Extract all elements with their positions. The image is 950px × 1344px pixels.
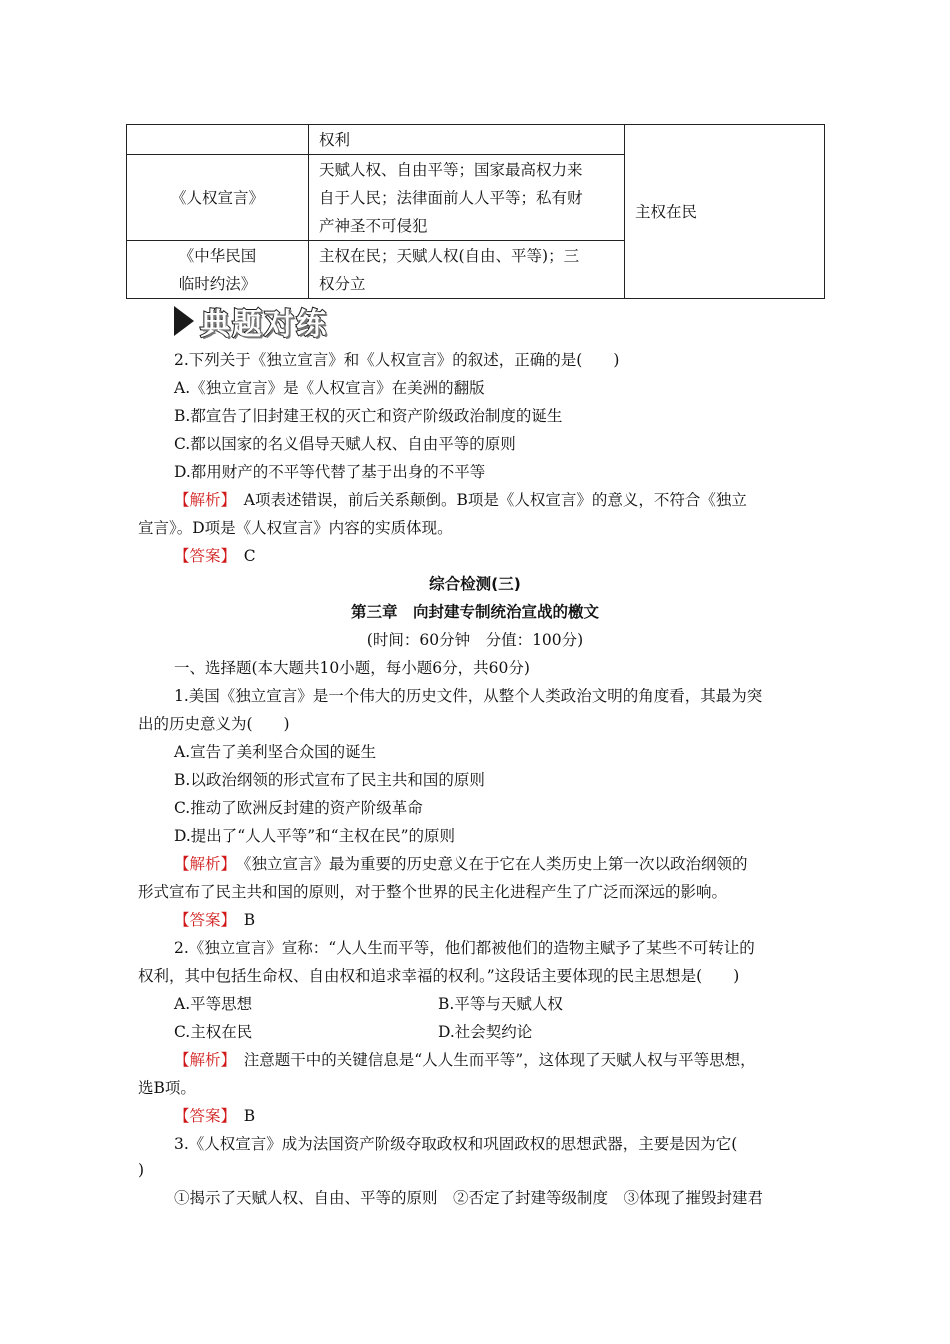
answer-line [174,906,255,934]
declaration-table [126,124,825,299]
analysis-text: 《独立宣言》最为重要的历史意义在于它在人类历史上第一次以政治纲领的 [228,855,748,873]
analysis-tag: 【解析】 [174,1051,229,1069]
answer-tag: 【答案】 [174,911,229,929]
option-c: C.推动了欧洲反封建的资产阶级革命 [174,799,423,817]
question-text: 1.美国《独立宣言》是一个伟大的历史文件，从整个人类政治文明的角度看，其最为突 [174,687,763,705]
analysis-line [174,850,748,878]
option-d: D.社会契约论 [438,1023,533,1041]
analysis-line: 形式宣布了民主共和国的原则，对于整个世界的民主化进程产生了广泛而深远的影响。 [138,883,728,901]
option-c: C.主权在民 [174,1023,253,1041]
cell-line: 《中华民国 [178,246,257,265]
test-title: 综合检测(三) [429,575,521,593]
option-d: D.提出了“人人平等”和“主权在民”的原则 [174,827,455,845]
section-heading: 一、选择题(本大题共10小题，每小题6分，共60分) [174,659,530,677]
question-text: 权利，其中包括生命权、自由权和追求幸福的权利。”这段话主要体现的民主思想是( ) [138,967,740,985]
analysis-text: 注意题干中的关键信息是“人人生而平等”，这体现了天赋人权与平等思想， [228,1051,756,1069]
table-cell-doc: 《人权宣言》 [127,155,309,241]
option-b: B.都宣告了旧封建王权的灭亡和资产阶级政治制度的诞生 [174,407,563,425]
chapter-title: 第三章 向封建专制统治宣战的檄文 [350,603,599,621]
analysis-text: A项表述错误，前后关系颠倒。B项是《人权宣言》的意义，不符合《独立 [228,491,747,509]
answer-tag: 【答案】 [174,547,229,565]
analysis-tag: 【解析】 [174,491,229,509]
table-cell-content: 权利 [309,125,625,155]
test-meta: (时间：60分钟 分值：100分) [366,631,584,649]
answer-text: C [228,547,256,565]
question-text: 2.下列关于《独立宣言》和《人权宣言》的叙述，正确的是( ) [174,351,620,369]
cell-line: 临时约法》 [178,274,257,293]
cell-line: 自于人民；法律面前人人平等；私有财 [319,188,583,207]
analysis-tag: 【解析】 [174,855,229,873]
play-arrow-icon [174,306,194,336]
banner-label: 典题对练 [200,307,328,342]
section-banner [174,302,328,340]
question-text: 3.《人权宣言》成为法国资产阶级夺取政权和巩固政权的思想武器，主要是因为它( [174,1135,738,1153]
analysis-line: 宣言》。D项是《人权宣言》内容的实质体现。 [138,519,453,537]
answer-text: B [228,911,256,929]
answer-text: B [228,1107,256,1125]
analysis-line [174,486,747,514]
question-text: ①揭示了天赋人权、自由、平等的原则 ②否定了封建等级制度 ③体现了摧毁封建君 [174,1189,764,1207]
cell-line: 权分立 [319,274,366,293]
cell-line: 产神圣不可侵犯 [319,216,428,235]
question-text: 出的历史意义为( ) [138,715,290,733]
question-text: 2.《独立宣言》宣称：“人人生而平等，他们都被他们的造物主赋予了某些不可转让的 [174,939,755,957]
option-b: B.平等与天赋人权 [438,995,563,1013]
cell-line: 主权在民；天赋人权(自由、平等)；三 [319,246,580,265]
analysis-line [174,1046,756,1074]
question-text: ) [138,1161,145,1179]
answer-tag: 【答案】 [174,1107,229,1125]
option-c: C.都以国家的名义倡导天赋人权、自由平等的原则 [174,435,516,453]
option-b: B.以政治纲领的形式宣布了民主共和国的原则 [174,771,485,789]
table-cell-doc [127,241,309,299]
table-cell-principle: 主权在民 [625,125,825,299]
table-cell-doc [127,125,309,155]
option-d: D.都用财产的不平等代替了基于出身的不平等 [174,463,486,481]
answer-line [174,542,256,570]
option-a: A.平等思想 [174,995,253,1013]
table-cell-content [309,241,625,299]
cell-line: 天赋人权、自由平等；国家最高权力来 [319,160,583,179]
analysis-line: 选B项。 [138,1079,196,1097]
answer-line [174,1102,255,1130]
table-cell-content [309,155,625,241]
option-a: A.《独立宣言》是《人权宣言》在美洲的翻版 [174,379,485,397]
option-a: A.宣告了美利坚合众国的诞生 [174,743,377,761]
